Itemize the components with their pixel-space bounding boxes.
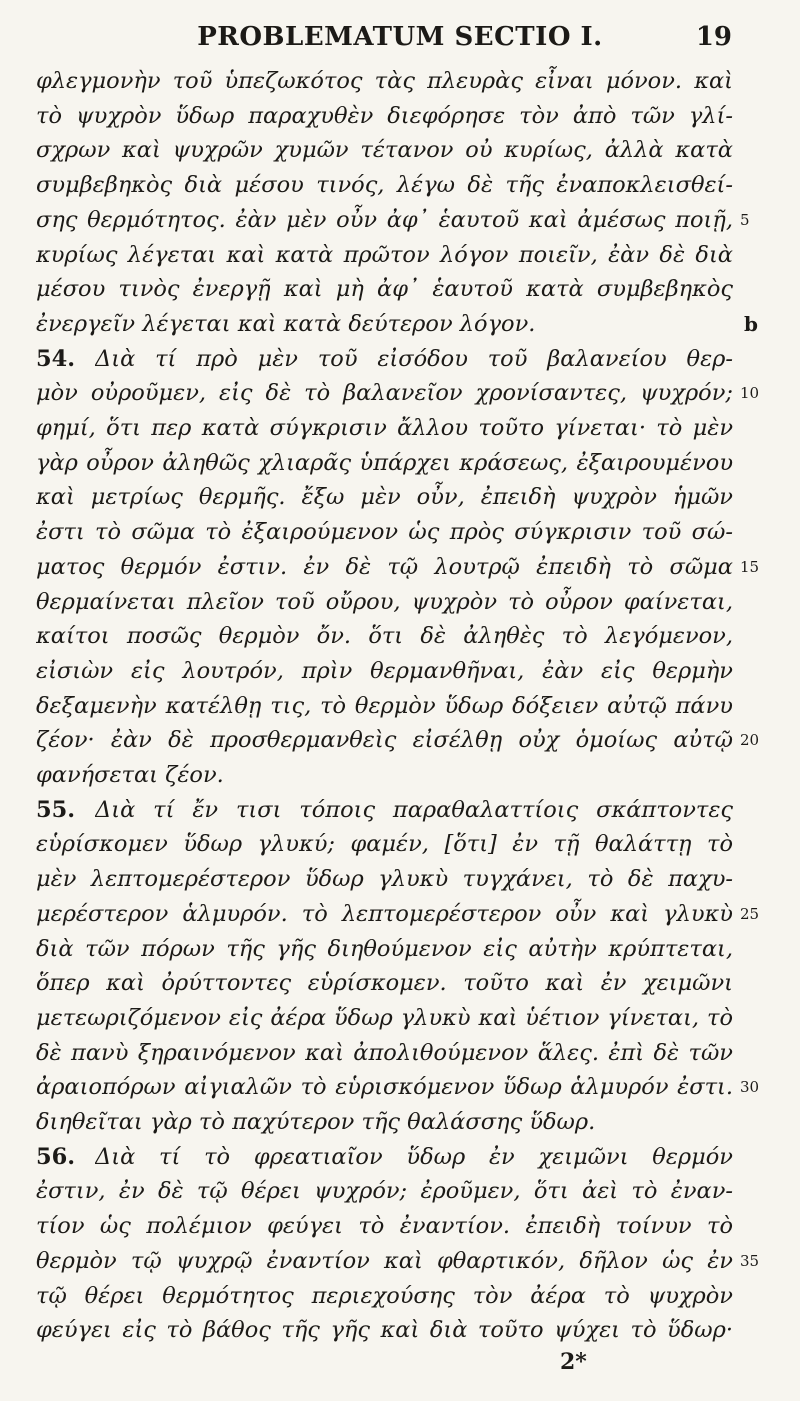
line-text: ἐστιν, ἐν δὲ τῷ θέρει ψυχρόν; ἐροῦμεν, ὅτι ἀεὶ τὸ ἐναν- <box>36 1178 733 1205</box>
line-text: σχρων καὶ ψυχρῶν χυμῶν τέτανον οὐ κυρίως, ἀλλὰ κατὰ <box>36 137 733 164</box>
text-line <box>0 1277 800 1315</box>
text-line <box>0 791 800 829</box>
line-text: ματος θερμόν ἐστιν. ἐν δὲ τῷ λουτρῷ ἐπειδὴ τὸ σῶμα <box>36 553 733 580</box>
line-text: γὰρ οὖρον ἀληθῶς χλιαρᾶς ὑπάρχει κράσεως, ἐξαιρουμένου <box>36 449 733 476</box>
section-number: 55. <box>36 796 76 823</box>
section-number: 56. <box>36 1143 76 1170</box>
line-text: φανήσεται ζέον. <box>36 762 224 788</box>
text-line <box>0 652 800 690</box>
line-text: καὶ μετρίως θερμῆς. ἔξω μὲν οὖν, ἐπειδὴ ψυχρὸν ἡμῶν <box>36 484 733 511</box>
line-text: μέσου τινὸς ἐνεργῇ καὶ μὴ ἀφ᾽ ἑαυτοῦ κατὰ συμβεβηκὸς <box>36 276 733 303</box>
line-text: Διὰ τί τὸ φρεατιαῖον ὕδωρ ἐν χειμῶνι θερμόν <box>95 1143 733 1170</box>
text-line <box>0 444 800 482</box>
line-text: διὰ τῶν πόρων τῆς γῆς διηθούμενον εἰς αὐτὴν κρύπτεται, <box>36 935 733 962</box>
line-text: Διὰ τί πρὸ μὲν τοῦ εἰσόδου τοῦ βαλανείου θερ- <box>95 345 733 372</box>
text-line <box>0 513 800 551</box>
line-text: σης θερμότητος. ἐὰν μὲν οὖν ἀφ᾽ ἑαυτοῦ καὶ ἀμέσως ποιῇ, <box>36 206 733 233</box>
margin-line-number: 10 <box>740 384 760 403</box>
text-line <box>0 478 800 516</box>
line-text: συμβεβηκὸς διὰ μέσου τινός, λέγω δὲ τῆς ἐναποκλεισθεί- <box>36 172 733 199</box>
text-line <box>0 1172 800 1210</box>
line-text: ὅπερ καὶ ὀρύττοντες εὑρίσκομεν. τοῦτο καὶ ἐν χειμῶνι <box>36 970 733 997</box>
line-text: κυρίως λέγεται καὶ κατὰ πρῶτον λόγον ποιεῖν, ἐὰν δὲ διὰ <box>36 241 733 268</box>
margin-line-number: 15 <box>740 557 760 576</box>
text-line <box>0 1311 800 1349</box>
line-text: μετεωριζόμενον εἰς ἀέρα ὕδωρ γλυκὺ καὶ ὑέτιον γίνεται, τὸ <box>36 1004 733 1031</box>
line-text: ζέον· ἐὰν δὲ προσθερμανθεὶς εἰσέλθῃ οὐχ ὁμοίως αὐτῷ <box>36 727 733 754</box>
line-text: δεξαμενὴν κατέλθῃ τις, τὸ θερμὸν ὕδωρ δόξειεν αὐτῷ πάνυ <box>36 692 733 719</box>
line-text: διηθεῖται γὰρ τὸ παχύτερον τῆς θαλάσσης ὕδωρ. <box>36 1109 596 1135</box>
margin-line-number: 5 <box>740 210 750 229</box>
line-text: φλεγμονὴν τοῦ ὑπεζωκότος τὰς πλευρὰς εἶναι μόνον. καὶ <box>36 68 733 94</box>
signature-mark: 2* <box>560 1349 587 1375</box>
line-text: ἐστι τὸ σῶμα τὸ ἐξαιρούμενον ὡς πρὸς σύγκρισιν τοῦ σώ- <box>36 519 733 546</box>
text-line <box>0 1034 800 1072</box>
running-head <box>0 10 800 60</box>
text-line <box>0 201 800 239</box>
line-text: εὑρίσκομεν ὕδωρ γλυκύ; φαμέν, [ὅτι] ἐν τῇ θαλάττῃ τὸ <box>36 831 733 858</box>
line-text: μερέστερον ἁλμυρόν. τὸ λεπτομερέστερον οὖν καὶ γλυκὺ <box>36 900 733 927</box>
line-text: εἰσιὼν εἰς λουτρόν, πρὶν θερμανθῆναι, ἐὰν εἰς θερμὴν <box>36 657 733 684</box>
text-line <box>0 825 800 863</box>
line-text: μὲν λεπτομερέστερον ὕδωρ γλυκὺ τυγχάνει, τὸ δὲ παχυ- <box>36 866 733 893</box>
margin-line-number: 35 <box>740 1251 760 1270</box>
text-line <box>0 1207 800 1245</box>
text-line <box>0 1242 800 1280</box>
line-text: φεύγει εἰς τὸ βάθος τῆς γῆς καὶ διὰ τοῦτο ψύχει τὸ ὕδωρ· <box>36 1317 733 1344</box>
text-line <box>0 548 800 586</box>
text-line <box>0 930 800 968</box>
text-line <box>0 97 800 135</box>
margin-line-number: b <box>744 311 758 336</box>
text-line <box>0 374 800 412</box>
text-line <box>0 409 800 447</box>
line-text: Διὰ τί ἔν τισι τόποις παραθαλαττίοις σκάπτοντες <box>95 796 733 823</box>
text-line <box>0 617 800 655</box>
line-text: τῷ θέρει θερμότητος περιεχούσης τὸν ἀέρα τὸ ψυχρὸν <box>36 1282 733 1309</box>
line-text: τίον ὡς πολέμιον φεύγει τὸ ἐναντίον. ἐπειδὴ τοίνυν τὸ <box>36 1213 733 1240</box>
text-line <box>0 895 800 933</box>
text-line <box>0 1138 800 1176</box>
text-line <box>0 860 800 898</box>
running-title: PROBLEMATUM SECTIO I. <box>197 22 603 52</box>
margin-line-number: 20 <box>740 731 760 750</box>
text-line <box>0 131 800 169</box>
text-line <box>0 721 800 759</box>
line-text: τὸ ψυχρὸν ὕδωρ παραχυθὲν διεφόρησε τὸν ἀπὸ τῶν γλί- <box>36 102 733 129</box>
line-text: μὸν οὐροῦμεν, εἰς δὲ τὸ βαλανεῖον χρονίσαντες, ψυχρόν; <box>36 380 733 407</box>
text-line <box>0 964 800 1002</box>
text-line <box>0 236 800 274</box>
text-line <box>0 1068 800 1106</box>
text-line <box>0 999 800 1037</box>
text-line <box>0 1103 800 1141</box>
text-line <box>0 166 800 204</box>
text-line <box>0 756 800 794</box>
line-text: ἐνεργεῖν λέγεται καὶ κατὰ δεύτερον λόγον. <box>36 310 536 337</box>
margin-line-number: 25 <box>740 904 760 923</box>
section-number: 54. <box>36 345 76 372</box>
text-line <box>0 687 800 725</box>
page-number: 19 <box>695 22 732 52</box>
text-line <box>0 340 800 378</box>
line-text: δὲ πανὺ ξηραινόμενον καὶ ἀπολιθούμενον ἅλες. ἐπὶ δὲ τῶν <box>36 1039 733 1066</box>
line-text: καίτοι ποσῶς θερμὸν ὄν. ὅτι δὲ ἀληθὲς τὸ λεγόμενον, <box>36 623 733 650</box>
line-text: θερμὸν τῷ ψυχρῷ ἐναντίον καὶ φθαρτικόν, δῆλον ὡς ἐν <box>36 1247 733 1274</box>
text-line <box>0 305 800 343</box>
line-text: θερμαίνεται πλεῖον τοῦ οὔρου, ψυχρὸν τὸ οὖρον φαίνεται, <box>36 588 733 615</box>
line-text: ἀραιοπόρων αἰγιαλῶν τὸ εὑρισκόμενον ὕδωρ ἁλμυρόν ἐστι. <box>36 1074 733 1101</box>
line-text: φημί, ὅτι περ κατὰ σύγκρισιν ἄλλου τοῦτο γίνεται· τὸ μὲν <box>36 415 733 441</box>
text-line <box>0 270 800 308</box>
text-line <box>0 583 800 621</box>
text-line <box>0 62 800 100</box>
margin-line-number: 30 <box>740 1078 760 1097</box>
